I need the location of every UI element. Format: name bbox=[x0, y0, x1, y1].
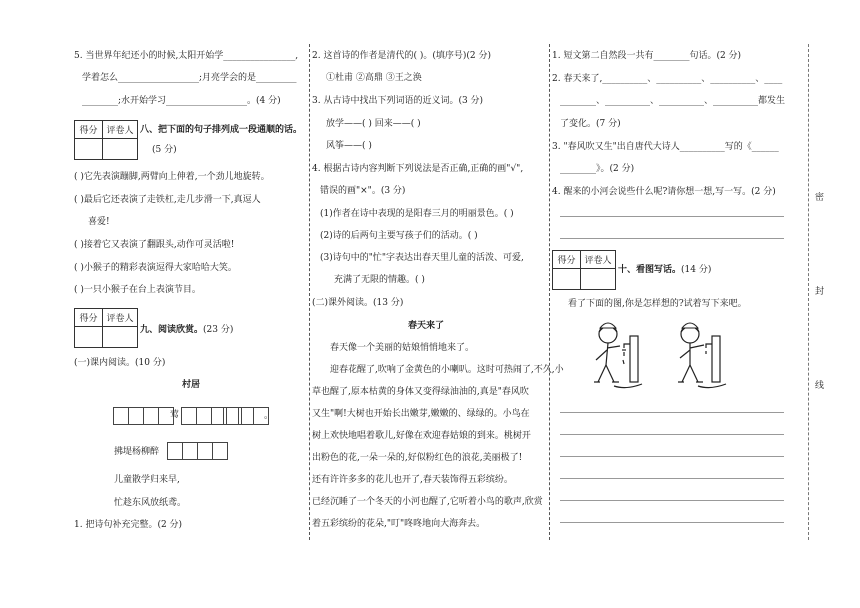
sentence-3: ( )接着它又表演了翻跟头,动作可灵活啦! bbox=[74, 240, 235, 250]
poem-title: 村居 bbox=[182, 380, 201, 390]
c3-question-2-line-3: 了变化。(7 分) bbox=[560, 119, 621, 129]
part-1-title: (一)课内阅读。(10 分) bbox=[74, 358, 166, 368]
score-label: 得分 bbox=[75, 121, 103, 139]
writing-line[interactable] bbox=[560, 522, 784, 523]
grader-cell[interactable] bbox=[103, 139, 137, 159]
score-label: 得分 bbox=[553, 251, 581, 269]
score-box-8 bbox=[74, 120, 138, 160]
poem-line-3: 儿童散学归来早, bbox=[114, 475, 180, 485]
writing-line[interactable] bbox=[560, 478, 784, 479]
section-10-title: 十、看图写话。 bbox=[618, 265, 682, 275]
seal-line bbox=[808, 44, 809, 540]
poem-blank-grid-4[interactable] bbox=[168, 442, 228, 460]
column-divider-2 bbox=[549, 44, 550, 540]
story-line-6: 出粉色的花,一朵一朵的,好似粉红色的浪花,美丽极了! bbox=[312, 453, 523, 463]
section-9-score: (23 分) bbox=[203, 325, 234, 335]
question-4-item-2: (2)诗的后两句主要写孩子们的活动。( ) bbox=[320, 231, 478, 241]
sentence-2-cont: 喜爱! bbox=[88, 217, 110, 227]
section-8-title: 八、把下面的句子排列成一段通顺的话。 bbox=[140, 125, 303, 135]
grader-cell[interactable] bbox=[103, 327, 137, 347]
grader-label: 评卷人 bbox=[103, 121, 137, 139]
answer-line[interactable] bbox=[560, 216, 784, 217]
c3-question-2-line-2: ________、__________、__________、__________都发生 bbox=[560, 96, 786, 106]
writing-line[interactable] bbox=[560, 412, 784, 413]
seal-mark-mi: 密 bbox=[815, 190, 824, 203]
poem-blank-grid-1[interactable] bbox=[114, 407, 174, 425]
story-line-4: 又生"啊!大树也开始长出嫩芽,嫩嫩的、绿绿的。小鸟在 bbox=[312, 409, 530, 419]
col1-question-1: 1. 把诗句补充完整。(2 分) bbox=[74, 520, 183, 530]
question-4-item-1: (1)作者在诗中表现的是阳春三月的明丽景色。( ) bbox=[320, 209, 514, 219]
question-3: 3. 从古诗中找出下列词语的近义词。(3 分) bbox=[312, 96, 484, 106]
sentence-1: ( )它先表演蹦脚,两臂向上伸着,一个劲儿地旋转。 bbox=[74, 172, 270, 182]
question-5-line-1: 5. 当世界年纪还小的时候,太阳开始学________________, bbox=[74, 51, 299, 61]
story-title: 春天来了 bbox=[408, 321, 445, 331]
c3-question-3-line-1: 3. "春风吹又生"出自唐代大诗人__________写的《______ bbox=[552, 142, 779, 152]
score-cell[interactable] bbox=[75, 327, 103, 347]
answer-line[interactable] bbox=[560, 238, 784, 239]
score-box-9 bbox=[74, 308, 138, 348]
score-cell[interactable] bbox=[553, 269, 581, 289]
writing-line[interactable] bbox=[560, 434, 784, 435]
section-8-score: (5 分) bbox=[152, 145, 177, 155]
c3-question-2-line-1: 2. 春天来了,__________、__________、__________、____ bbox=[552, 74, 783, 84]
story-line-8: 已经沉睡了一个冬天的小河也醒了,它听着小鸟的歌声,欣赏 bbox=[312, 497, 543, 507]
poem-mid-char: 莺 bbox=[170, 410, 180, 420]
section-9-title: 九、阅读欣赏。 bbox=[140, 325, 204, 335]
grader-cell[interactable] bbox=[581, 269, 615, 289]
score-box-10 bbox=[552, 250, 616, 290]
question-3-word-3: 风筝——( ) bbox=[326, 141, 372, 151]
score-label: 得分 bbox=[75, 309, 103, 327]
seal-mark-xian: 线 bbox=[815, 378, 824, 391]
section-10-heading bbox=[618, 264, 711, 276]
c3-question-1: 1. 短文第二自然段一共有________句话。(2 分) bbox=[552, 51, 742, 61]
column-1 bbox=[74, 44, 306, 538]
question-4-line-2: 错误的画"×"。(3 分) bbox=[320, 186, 406, 196]
question-2-options: ①杜甫 ②高鼎 ③王之涣 bbox=[326, 73, 422, 83]
column-divider-1 bbox=[309, 44, 310, 540]
column-2 bbox=[312, 44, 564, 538]
section-9-heading bbox=[140, 324, 233, 336]
story-line-9: 着五彩缤纷的花朵,"叮"咚咚地向大海奔去。 bbox=[312, 519, 486, 529]
poem-line-2: 拂堤杨柳醉 bbox=[114, 447, 160, 457]
story-line-1: 春天像一个美丽的姑娘悄悄地来了。 bbox=[330, 343, 475, 353]
sentence-2: ( )最后它还表演了走铁杠,走几步滑一下,真逗人 bbox=[74, 195, 261, 205]
question-4-item-3: (3)诗句中的"忙"字表达出春天里儿童的活泼、可爱, bbox=[320, 253, 524, 263]
story-line-3: 草也醒了,原本枯黄的身体又变得绿油油的,真是"春风吹 bbox=[312, 387, 529, 397]
story-line-7: 还有许许多多的花儿也开了,春天装饰得五彩缤纷。 bbox=[312, 475, 513, 485]
section-10-score: (14 分) bbox=[681, 265, 712, 275]
grader-label: 评卷人 bbox=[581, 251, 615, 269]
story-line-5: 树上欢快地唱着歌儿,好像在欢迎春姑娘的到来。桃树开 bbox=[312, 431, 531, 441]
question-3-words: 放学——( ) 回来——( ) bbox=[326, 119, 421, 129]
part-2-title: (二)课外阅读。(13 分) bbox=[312, 298, 404, 308]
story-line-2: 迎春花醒了,吹响了金黄色的小喇叭。这时可热闹了,不久,小 bbox=[330, 365, 564, 375]
score-cell[interactable] bbox=[75, 139, 103, 159]
writing-line[interactable] bbox=[560, 456, 784, 457]
poem-blank-grid-3[interactable] bbox=[224, 407, 269, 425]
grader-label: 评卷人 bbox=[103, 309, 137, 327]
poem-line-4: 忙趁东风放纸鸢。 bbox=[114, 498, 187, 508]
question-4-line-1: 4. 根据古诗内容判断下列说法是否正确,正确的画"√", bbox=[312, 164, 524, 174]
sentence-5: ( )一只小猴子在台上表演节目。 bbox=[74, 285, 201, 295]
sentence-4: ( )小猴子的精彩表演逗得大家哈哈大笑。 bbox=[74, 263, 237, 273]
question-5-line-2: 学着怎么__________________;月亮学会的是_________ bbox=[82, 73, 297, 83]
seal-mark-feng: 封 bbox=[815, 284, 824, 297]
c3-question-3-line-2: ________》。(2 分) bbox=[560, 164, 635, 174]
section-10-prompt: 看了下面的图,你是怎样想的?试着写下来吧。 bbox=[568, 299, 747, 309]
c3-question-4: 4. 醒来的小河会说些什么呢?请你想一想,写一写。(2 分) bbox=[552, 187, 776, 197]
boys-drinking-water-picture bbox=[586, 320, 736, 394]
column-3 bbox=[552, 44, 784, 538]
question-2: 2. 这首诗的作者是清代的( )。(填序号)(2 分) bbox=[312, 51, 491, 61]
question-5-line-3: ________;水开始学习__________________。(4 分) bbox=[82, 96, 281, 106]
writing-line[interactable] bbox=[560, 500, 784, 501]
poem-end-mark: 。 bbox=[264, 411, 274, 421]
question-4-item-3-cont: 充满了无限的情趣。( ) bbox=[334, 275, 425, 285]
